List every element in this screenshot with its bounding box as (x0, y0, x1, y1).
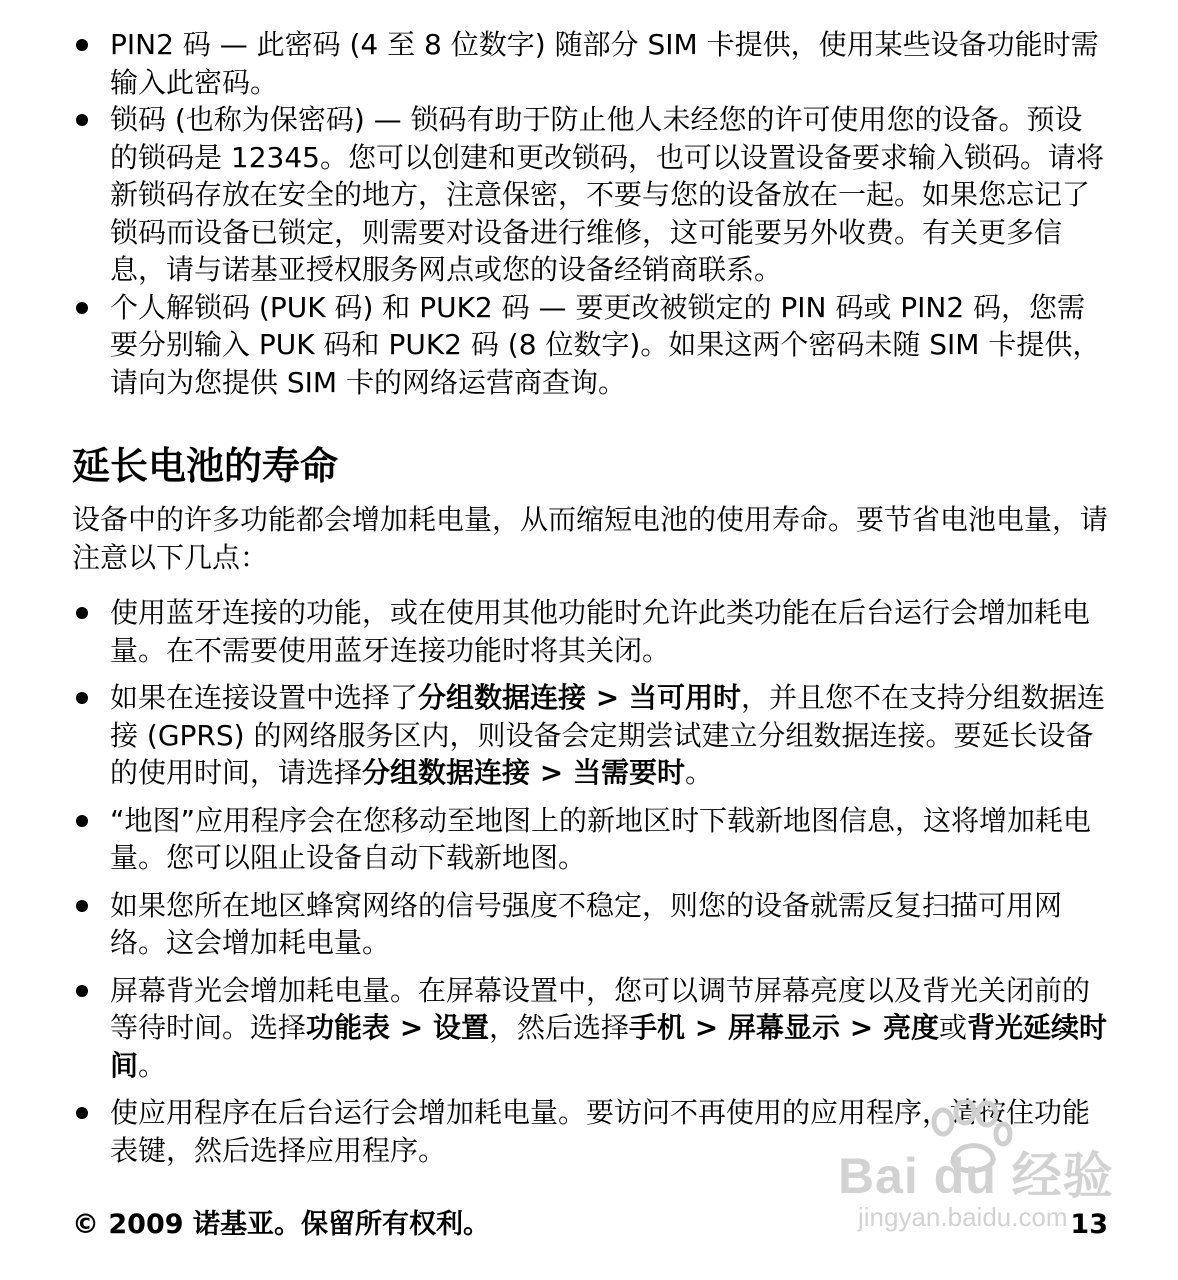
page-number: 13 (1070, 1209, 1108, 1240)
menu-separator: > (390, 1011, 433, 1044)
menu-path-display: 屏幕显示 (728, 1011, 841, 1044)
list-item-packet-data (72, 679, 1108, 792)
list-item-backlight (72, 972, 1108, 1085)
list-item-bluetooth: 使用蓝牙连接的功能，或在使用其他功能时允许此类功能在后台运行会增加耗电量。在不需要使用蓝牙连接功能时将其关闭。 (72, 594, 1108, 669)
codes-list (72, 26, 1108, 401)
menu-path-phone: 手机 (629, 1011, 686, 1044)
menu-option-when-needed: 当需要时 (573, 756, 686, 789)
text: 屏幕背光会增加耗电量。在屏幕设置中，您可以调节屏幕亮度以及背光关闭前的等待时间。选择 (110, 973, 1091, 1044)
text: 或 (939, 1011, 968, 1044)
battery-tips-list (72, 594, 1108, 1169)
menu-separator: > (530, 756, 573, 789)
menu-path-settings: 设置 (433, 1011, 490, 1044)
menu-separator: > (840, 1011, 883, 1044)
text: 如果在连接设置中选择了 (110, 681, 419, 714)
list-item-maps: “地图”应用程序会在您移动至地图上的新地区时下载新地图信息，这将增加耗电量。您可以阻止设备自动下载新地图。 (72, 802, 1108, 877)
text: ，并且您不在支持分组数据连接 (GPRS) 的网络服务区内，则设备会定期尝试建立分组数据连接。要延长设备的使用时间，请选择 (110, 681, 1106, 789)
watermark-brand: Bai du 经验 (838, 1148, 1114, 1204)
menu-path-packet-data: 分组数据连接 (362, 756, 531, 789)
page-footer (72, 1205, 1108, 1245)
menu-option-backlight-timeout: 背光延续时间 (110, 1011, 1108, 1082)
section-intro: 设备中的许多功能都会增加耗电量，从而缩短电池的使用寿命。要节省电池电量，请注意以下几点： (72, 503, 1109, 574)
menu-path-menu: 功能表 (306, 1011, 391, 1044)
list-item-puk: 个人解锁码 (PUK 码) 和 PUK2 码 — 要更改被锁定的 PIN 码或 PIN2 码，您需要分别输入 PUK 码和 PUK2 码 (8 位数字)。如果这两个密码未随 SIM 卡提供，请向为您提供 SIM 卡的网络运营商查询。 (72, 289, 1108, 402)
menu-path-packet-data: 分组数据连接 (418, 681, 587, 714)
menu-option-when-available: 当可用时 (629, 681, 742, 714)
text: 。 (138, 1048, 167, 1082)
text: 。 (685, 756, 714, 789)
list-item-lock-code: 锁码 (也称为保密码) — 锁码有助于防止他人未经您的许可使用您的设备。预设的锁码是 12345。您可以创建和更改锁码，也可以设置设备要求输入锁码。请将新锁码存放在安全的地方，注意保密，不要与您的设备放在一起。如果您忘记了锁码而设备已锁定，则需要对设备进行维修，这可能要另外收费。有关更多信息，请与诺基亚授权服务网点或您的设备经销商联系。 (72, 101, 1108, 289)
section-heading: 延长电池的寿命 (72, 444, 339, 488)
menu-option-brightness: 亮度 (883, 1011, 940, 1044)
text: ，然后选择 (489, 1011, 630, 1044)
list-item-network-signal: 如果您所在地区蜂窝网络的信号强度不稳定，则您的设备就需反复扫描可用网络。这会增加耗电量。 (72, 887, 1108, 962)
menu-separator: > (685, 1011, 729, 1044)
page-content (72, 26, 1108, 1179)
list-item-background-apps: 使应用程序在后台运行会增加耗电量。要访问不再使用的应用程序，请按住功能表键，然后选择应用程序。 (72, 1094, 1108, 1169)
list-item-pin2: PIN2 码 — 此密码 (4 至 8 位数字) 随部分 SIM 卡提供，使用某些设备功能时需输入此密码。 (72, 26, 1108, 101)
copyright-notice: © 2009 诺基亚。保留所有权利。 (72, 1209, 490, 1240)
menu-separator: > (586, 681, 629, 714)
watermark-url: jingyan.baidu.com (858, 1202, 1068, 1232)
